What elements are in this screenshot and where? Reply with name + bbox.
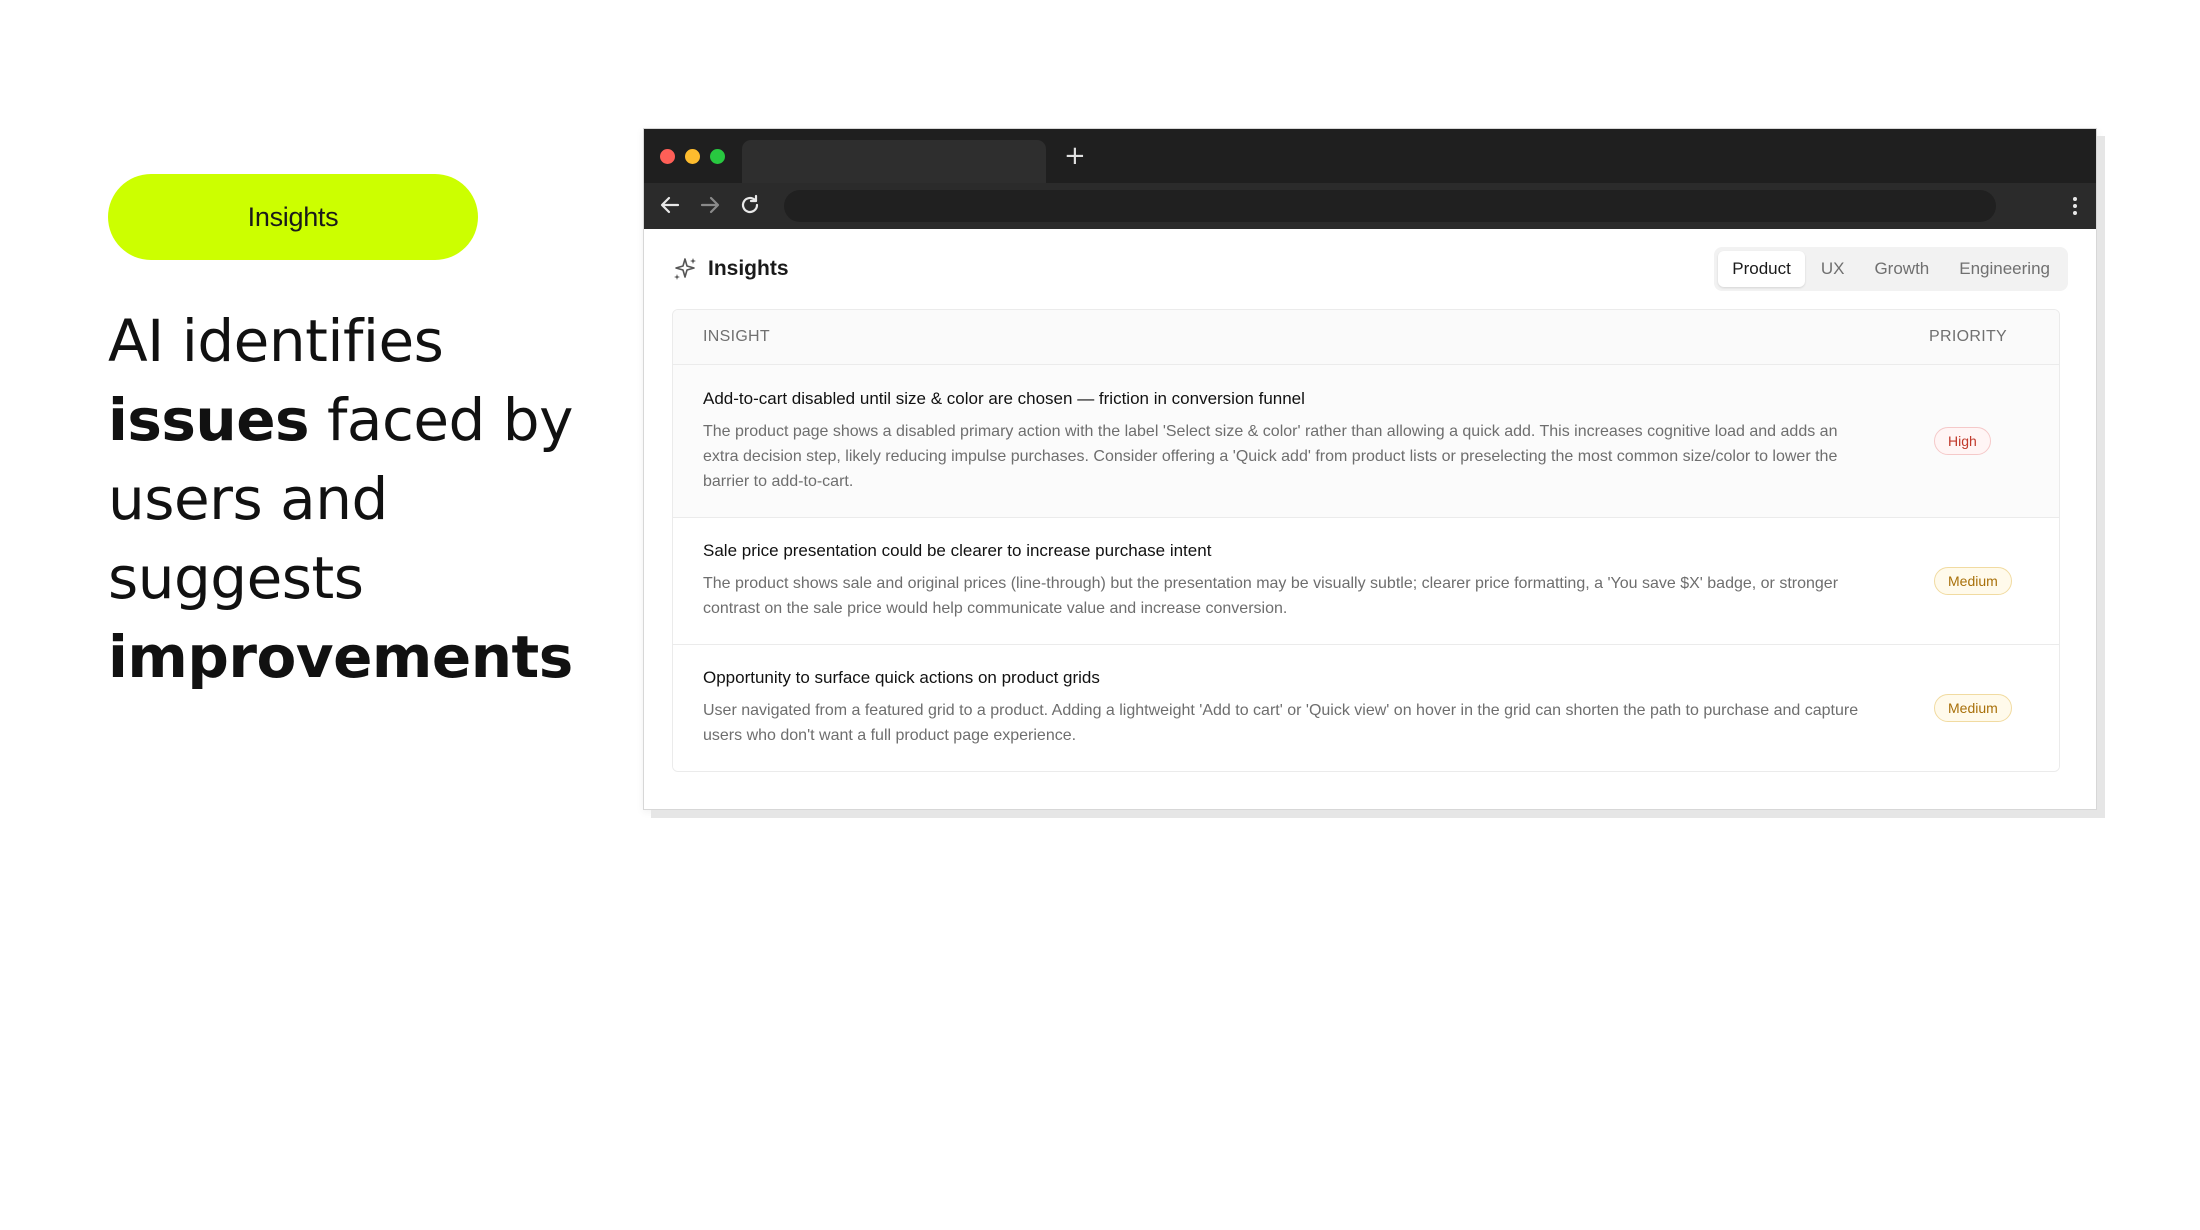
page-title bbox=[672, 256, 789, 282]
headline-line-2 bbox=[108, 381, 628, 460]
table-row[interactable] bbox=[673, 365, 2059, 518]
headline-bold-improvements: improvements bbox=[108, 623, 573, 691]
address-bar[interactable] bbox=[784, 190, 1996, 222]
insights-pill bbox=[108, 174, 478, 260]
insight-description: User navigated from a featured grid to a product. Adding a lightweight 'Add to cart' or 'Quick view' on hover in the grid can shorten the path to purchase and capture users who don't want a full product page experience. bbox=[703, 702, 1859, 744]
priority-badge: Medium bbox=[1934, 567, 2012, 595]
headline bbox=[108, 302, 628, 697]
insight-description: The product shows sale and original prices (line-through) but the presentation may be visually subtle; clearer price formatting, a 'You save $X' badge, or stronger contrast on the sale price would help communicate value and increase conversion. bbox=[703, 575, 1839, 617]
insight-cell bbox=[703, 668, 1863, 748]
column-header-insight: INSIGHT bbox=[703, 328, 770, 345]
browser-toolbar bbox=[644, 183, 2096, 229]
tab-ux[interactable]: UX bbox=[1820, 259, 1845, 278]
headline-line-1: AI identifies bbox=[108, 307, 444, 375]
maximize-window-dot[interactable] bbox=[710, 149, 725, 164]
insight-description: The product page shows a disabled primary action with the label 'Select size & color' rather than allowing a quick add. This increases cognitive load and adds an extra decision step, likely reducing impulse purchases. Consider offering a 'Quick add' from product lists or preselecting the most common size/color to lower the barrier to add-to-cart. bbox=[703, 422, 1838, 490]
kebab-menu-icon[interactable] bbox=[2072, 194, 2078, 218]
arrow-left-icon[interactable] bbox=[658, 193, 682, 217]
insight-title: Add-to-cart disabled until size & color are chosen — friction in conversion funnel bbox=[703, 388, 1305, 408]
tab-product[interactable]: Product bbox=[1718, 251, 1805, 287]
headline-line-2-rest: faced by bbox=[309, 386, 573, 454]
app-title-text: Insights bbox=[708, 257, 789, 280]
column-header-priority: PRIORITY bbox=[1929, 328, 2007, 345]
browser-tab[interactable] bbox=[742, 140, 1046, 183]
pill-label: Insights bbox=[247, 201, 339, 232]
sparkle-icon bbox=[672, 256, 698, 282]
tab-engineering[interactable]: Engineering bbox=[1959, 259, 2050, 278]
reload-icon[interactable] bbox=[738, 193, 762, 217]
priority-cell bbox=[1934, 427, 2014, 455]
headline-line-3: users and bbox=[108, 465, 388, 533]
minimize-window-dot[interactable] bbox=[685, 149, 700, 164]
new-tab-button[interactable]: + bbox=[1064, 141, 1086, 171]
priority-badge: High bbox=[1934, 427, 1991, 455]
browser-titlebar bbox=[644, 129, 2096, 183]
category-tabs bbox=[1714, 247, 2068, 291]
priority-cell bbox=[1934, 694, 2014, 722]
app-content bbox=[644, 229, 2096, 772]
insights-table bbox=[672, 309, 2060, 772]
table-row[interactable] bbox=[673, 645, 2059, 771]
priority-badge: Medium bbox=[1934, 694, 2012, 722]
tab-growth[interactable]: Growth bbox=[1874, 259, 1930, 278]
table-header bbox=[673, 310, 2059, 365]
app-header bbox=[672, 229, 2060, 309]
insight-title: Sale price presentation could be clearer to increase purchase intent bbox=[703, 541, 1212, 560]
headline-bold-issues: issues bbox=[108, 386, 310, 454]
table-row[interactable] bbox=[673, 518, 2059, 645]
headline-line-4: suggests bbox=[108, 544, 364, 612]
priority-cell bbox=[1934, 567, 2014, 595]
insight-cell bbox=[703, 541, 1863, 621]
close-window-dot[interactable] bbox=[660, 149, 675, 164]
browser-window bbox=[643, 128, 2097, 810]
insight-title: Opportunity to surface quick actions on product grids bbox=[703, 668, 1100, 687]
arrow-right-icon[interactable] bbox=[698, 193, 722, 217]
insight-cell bbox=[703, 389, 1863, 494]
